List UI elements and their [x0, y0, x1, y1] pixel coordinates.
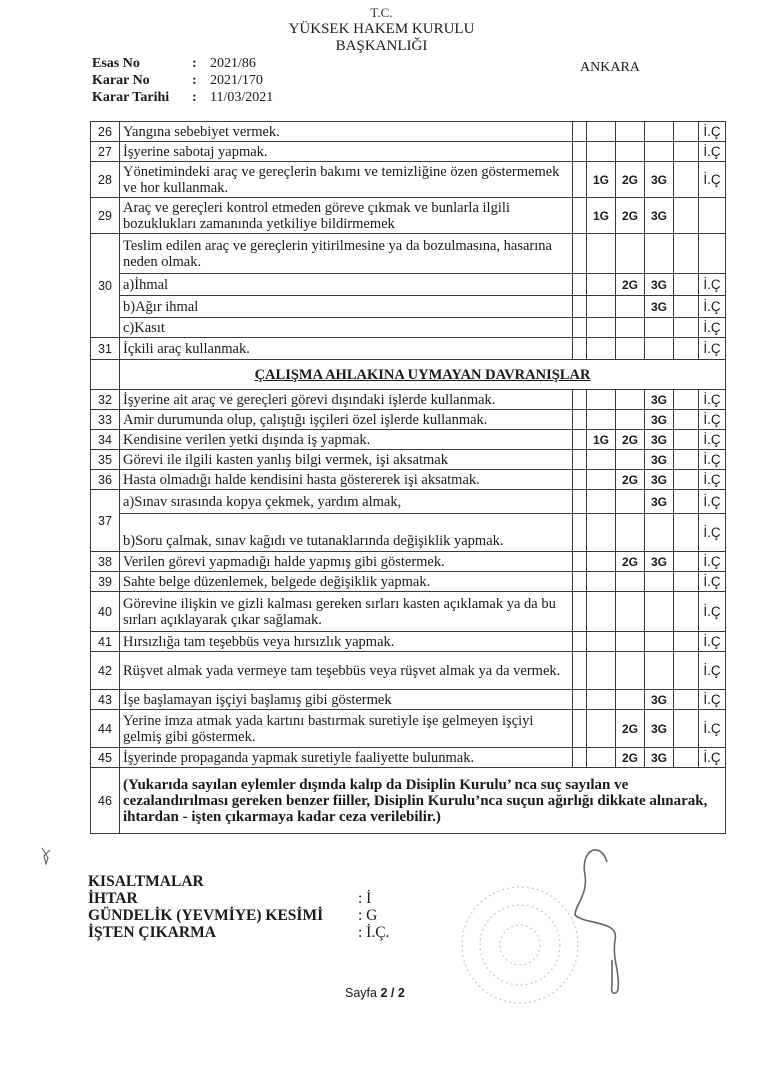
row-number: 40	[91, 592, 120, 632]
cell-ic	[699, 234, 726, 274]
cell-empty	[573, 234, 587, 274]
row-number: 43	[91, 690, 120, 710]
cell-2g: 2G	[616, 274, 645, 296]
cell-empty	[573, 410, 587, 430]
cell-empty	[573, 552, 587, 572]
row-text: Görevi ile ilgili kasten yanlış bilgi vermek, işi aksatmak	[120, 450, 573, 470]
table-row	[91, 338, 726, 360]
cell-2g	[616, 514, 645, 552]
cell-empty	[674, 296, 699, 318]
row-number: 34	[91, 430, 120, 450]
table-row	[91, 632, 726, 652]
table-row	[91, 390, 726, 410]
cell-1g	[587, 390, 616, 410]
cell-1g: 1G	[587, 162, 616, 198]
page-number	[345, 986, 405, 1000]
cell-2g	[616, 632, 645, 652]
margin-mark-icon	[42, 848, 50, 864]
stamp-icon	[462, 887, 578, 1003]
meta-colon: :	[192, 73, 197, 88]
cell-1g	[587, 490, 616, 514]
cell-3g: 3G	[645, 470, 674, 490]
cell-3g	[645, 592, 674, 632]
table-row	[91, 710, 726, 748]
cell-3g: 3G	[645, 198, 674, 234]
cell-empty	[674, 122, 699, 142]
cell-ic: İ.Ç	[699, 274, 726, 296]
cell-ic: İ.Ç	[699, 552, 726, 572]
cell-1g	[587, 652, 616, 690]
table-row	[91, 592, 726, 632]
cell-ic: İ.Ç	[699, 450, 726, 470]
row-number: 36	[91, 470, 120, 490]
cell-empty	[674, 632, 699, 652]
cell-empty	[674, 338, 699, 360]
cell-ic: İ.Ç	[699, 390, 726, 410]
cell-3g	[645, 652, 674, 690]
cell-empty	[674, 318, 699, 338]
cell-2g	[616, 490, 645, 514]
cell-3g: 3G	[645, 162, 674, 198]
page-total: 2	[397, 986, 405, 1000]
row-number: 30	[91, 234, 120, 338]
table-row	[91, 490, 726, 514]
meta-value: 2021/170	[210, 73, 263, 88]
row-text: a)İhmal	[120, 274, 573, 296]
cell-1g	[587, 748, 616, 768]
row-text: Sahte belge düzenlemek, belgede değişiklik yapmak.	[120, 572, 573, 592]
cell-3g: 3G	[645, 748, 674, 768]
row-number	[91, 360, 120, 390]
cell-ic: İ.Ç	[699, 592, 726, 632]
page-separator: /	[390, 986, 395, 1000]
cell-1g: 1G	[587, 430, 616, 450]
row-text: b)Soru çalmak, sınav kağıdı ve tutanaklarında değişiklik yapmak.	[120, 514, 573, 552]
section-row	[91, 360, 726, 390]
cell-empty	[674, 274, 699, 296]
row-text: Yönetimindeki araç ve gereçlerin bakımı ve temizliğine özen göstermemek ve hor kullanmak.	[120, 162, 573, 198]
meta-label: Esas No	[92, 56, 140, 71]
cell-1g	[587, 690, 616, 710]
table-row	[91, 234, 726, 274]
meta-value: 11/03/2021	[210, 90, 274, 105]
row-number: 38	[91, 552, 120, 572]
cell-2g	[616, 234, 645, 274]
cell-3g	[645, 234, 674, 274]
cell-ic: İ.Ç	[699, 710, 726, 748]
row-number: 26	[91, 122, 120, 142]
cell-empty	[674, 748, 699, 768]
cell-1g	[587, 552, 616, 572]
cell-2g	[616, 450, 645, 470]
cell-2g: 2G	[616, 430, 645, 450]
cell-1g	[587, 142, 616, 162]
abbreviations	[88, 873, 389, 941]
table-row	[91, 572, 726, 592]
row-text: İşyerine sabotaj yapmak.	[120, 142, 573, 162]
abbr-value: : İ	[358, 890, 372, 907]
meta-esas-no	[92, 55, 273, 72]
cell-2g	[616, 390, 645, 410]
cell-empty	[573, 632, 587, 652]
meta-colon: :	[192, 90, 197, 105]
cell-ic: İ.Ç	[699, 338, 726, 360]
cell-empty	[674, 592, 699, 632]
cell-empty	[573, 296, 587, 318]
cell-1g	[587, 296, 616, 318]
row-number: 32	[91, 390, 120, 410]
table-row	[91, 552, 726, 572]
cell-2g	[616, 690, 645, 710]
cell-1g	[587, 710, 616, 748]
cell-2g: 2G	[616, 748, 645, 768]
cell-ic: İ.Ç	[699, 572, 726, 592]
cell-2g: 2G	[616, 710, 645, 748]
row-number: 39	[91, 572, 120, 592]
row-text: a)Sınav sırasında kopya çekmek, yardım almak,	[120, 490, 573, 514]
cell-1g	[587, 410, 616, 430]
row-number: 41	[91, 632, 120, 652]
cell-empty	[573, 652, 587, 690]
cell-empty	[573, 390, 587, 410]
cell-ic	[699, 198, 726, 234]
cell-empty	[573, 490, 587, 514]
cell-empty	[573, 450, 587, 470]
cell-empty	[573, 274, 587, 296]
cell-empty	[573, 198, 587, 234]
cell-1g: 1G	[587, 198, 616, 234]
cell-empty	[674, 552, 699, 572]
abbr-label: İŞTEN ÇIKARMA	[88, 924, 216, 941]
row-number: 33	[91, 410, 120, 430]
cell-empty	[674, 490, 699, 514]
row-number: 29	[91, 198, 120, 234]
row-text: c)Kasıt	[120, 318, 573, 338]
cell-1g	[587, 632, 616, 652]
meta-label: Karar No	[92, 73, 150, 88]
cell-empty	[674, 690, 699, 710]
cell-empty	[674, 514, 699, 552]
cell-3g	[645, 142, 674, 162]
row-number: 27	[91, 142, 120, 162]
cell-3g: 3G	[645, 296, 674, 318]
cell-3g: 3G	[645, 710, 674, 748]
cell-empty	[573, 592, 587, 632]
cell-ic: İ.Ç	[699, 490, 726, 514]
row-number: 35	[91, 450, 120, 470]
header-org-line2: BAŞKANLIĞI	[335, 38, 428, 54]
cell-empty	[674, 430, 699, 450]
cell-ic: İ.Ç	[699, 318, 726, 338]
header-org-line1: YÜKSEK HAKEM KURULU	[288, 21, 475, 37]
table-row	[91, 748, 726, 768]
cell-empty	[573, 572, 587, 592]
table-row	[91, 142, 726, 162]
abbreviations-title: KISALTMALAR	[88, 873, 204, 890]
cell-ic: İ.Ç	[699, 652, 726, 690]
cell-empty	[674, 652, 699, 690]
cell-ic: İ.Ç	[699, 162, 726, 198]
row-text: İşe başlamayan işçiyi başlamış gibi göstermek	[120, 690, 573, 710]
table-subrow	[91, 318, 726, 338]
cell-3g: 3G	[645, 450, 674, 470]
cell-1g	[587, 122, 616, 142]
meta-karar-tarihi	[92, 89, 273, 106]
cell-1g	[587, 274, 616, 296]
cell-ic: İ.Ç	[699, 470, 726, 490]
table-row	[91, 162, 726, 198]
row-text: Görevine ilişkin ve gizli kalması gereken sırları kasten açıklamak ya da bu sırları açıklayarak çıkar sağlamak.	[120, 592, 573, 632]
meta-karar-no	[92, 72, 273, 89]
cell-empty	[674, 710, 699, 748]
cell-empty	[674, 450, 699, 470]
row-text: Hırsızlığa tam teşebbüs veya hırsızlık yapmak.	[120, 632, 573, 652]
table-subrow	[91, 514, 726, 552]
cell-empty	[674, 198, 699, 234]
cell-ic: İ.Ç	[699, 690, 726, 710]
table-subrow	[91, 296, 726, 318]
row-number: 28	[91, 162, 120, 198]
row-text: (Yukarıda sayılan eylemler dışında kalıp da Disiplin Kurulu’ nca suç sayılan ve cezalandırılması gereken benzer fiiller, Disiplin Kurulu’nca suçun ağırlığı dikkate alınarak, ihtardan - işten çıkarmaya kadar ceza verilebilir.)	[120, 768, 726, 834]
cell-empty	[674, 470, 699, 490]
row-text: Teslim edilen araç ve gereçlerin yitirilmesine ya da bozulmasına, hasarına neden olmak.	[120, 234, 573, 274]
cell-2g: 2G	[616, 198, 645, 234]
cell-empty	[674, 410, 699, 430]
cell-empty	[674, 390, 699, 410]
cell-3g	[645, 318, 674, 338]
abbr-value: : İ.Ç.	[358, 924, 390, 941]
table-subrow	[91, 274, 726, 296]
cell-empty	[674, 572, 699, 592]
page-prefix: Sayfa	[345, 986, 377, 1000]
cell-3g	[645, 122, 674, 142]
cell-2g	[616, 142, 645, 162]
row-number: 42	[91, 652, 120, 690]
cell-3g: 3G	[645, 274, 674, 296]
table-row	[91, 768, 726, 834]
cell-empty	[573, 122, 587, 142]
header-tc: T.C.	[370, 5, 393, 20]
cell-empty	[573, 318, 587, 338]
abbr-item	[88, 907, 389, 924]
abbr-label: İHTAR	[88, 890, 138, 907]
cell-ic: İ.Ç	[699, 296, 726, 318]
row-number: 45	[91, 748, 120, 768]
cell-empty	[674, 234, 699, 274]
cell-empty	[674, 162, 699, 198]
cell-ic: İ.Ç	[699, 632, 726, 652]
cell-1g	[587, 234, 616, 274]
cell-3g: 3G	[645, 552, 674, 572]
cell-2g: 2G	[616, 470, 645, 490]
abbr-value: : G	[358, 907, 378, 924]
cell-1g	[587, 514, 616, 552]
row-text: Amir durumunda olup, çalıştığı işçileri özel işlerde kullanmak.	[120, 410, 573, 430]
cell-3g	[645, 514, 674, 552]
table-row	[91, 122, 726, 142]
row-number: 46	[91, 768, 120, 834]
row-text: İşyerine ait araç ve gereçleri görevi dışındaki işlerde kullanmak.	[120, 390, 573, 410]
cell-3g: 3G	[645, 690, 674, 710]
row-text: Verilen görevi yapmadığı halde yapmış gibi göstermek.	[120, 552, 573, 572]
cell-empty	[573, 710, 587, 748]
cell-ic: İ.Ç	[699, 122, 726, 142]
cell-2g	[616, 592, 645, 632]
cell-2g	[616, 410, 645, 430]
row-number: 31	[91, 338, 120, 360]
cell-1g	[587, 338, 616, 360]
cell-1g	[587, 318, 616, 338]
cell-1g	[587, 450, 616, 470]
meta-value: 2021/86	[210, 56, 256, 71]
cell-ic: İ.Ç	[699, 410, 726, 430]
table-row	[91, 198, 726, 234]
cell-3g: 3G	[645, 410, 674, 430]
discipline-table	[90, 121, 726, 834]
cell-2g	[616, 122, 645, 142]
table-row	[91, 430, 726, 450]
row-text: Araç ve gereçleri kontrol etmeden göreve çıkmak ve bunlarla ilgili bozuklukları zamanında yetkiliye bildirmemek	[120, 198, 573, 234]
cell-2g	[616, 338, 645, 360]
row-number: 37	[91, 490, 120, 552]
cell-3g	[645, 338, 674, 360]
row-number: 44	[91, 710, 120, 748]
row-text: Yerine imza atmak yada kartını bastırmak suretiyle işe gelmeyen işçiyi gelmiş gibi göstermek.	[120, 710, 573, 748]
city: ANKARA	[580, 60, 640, 75]
row-text: b)Ağır ihmal	[120, 296, 573, 318]
cell-2g: 2G	[616, 552, 645, 572]
case-meta	[92, 55, 273, 106]
cell-1g	[587, 470, 616, 490]
cell-1g	[587, 572, 616, 592]
cell-ic: İ.Ç	[699, 142, 726, 162]
row-text: Hasta olmadığı halde kendisini hasta göstererek işi aksatmak.	[120, 470, 573, 490]
table-row	[91, 690, 726, 710]
cell-3g	[645, 572, 674, 592]
cell-empty	[573, 514, 587, 552]
cell-3g	[645, 632, 674, 652]
row-text: Kendisine verilen yetki dışında iş yapmak.	[120, 430, 573, 450]
meta-label: Karar Tarihi	[92, 90, 170, 105]
cell-empty	[573, 470, 587, 490]
row-text: Rüşvet almak yada vermeye tam teşebbüs veya rüşvet almak ya da vermek.	[120, 652, 573, 690]
table-row	[91, 410, 726, 430]
cell-empty	[573, 338, 587, 360]
cell-2g	[616, 318, 645, 338]
signature-icon	[575, 850, 618, 993]
row-text: İçkili araç kullanmak.	[120, 338, 573, 360]
cell-empty	[674, 142, 699, 162]
row-text: Yangına sebebiyet vermek.	[120, 122, 573, 142]
row-text: İşyerinde propaganda yapmak suretiyle faaliyette bulunmak.	[120, 748, 573, 768]
cell-ic: İ.Ç	[699, 748, 726, 768]
cell-3g: 3G	[645, 490, 674, 514]
page-current: 2	[380, 986, 388, 1000]
abbr-label: GÜNDELİK (YEVMİYE) KESİMİ	[88, 907, 324, 924]
cell-2g	[616, 296, 645, 318]
table-row	[91, 652, 726, 690]
cell-2g: 2G	[616, 162, 645, 198]
section-title: ÇALIŞMA AHLAKINA UYMAYAN DAVRANIŞLAR	[120, 360, 726, 390]
cell-empty	[573, 142, 587, 162]
abbr-item	[88, 890, 389, 907]
table-row	[91, 450, 726, 470]
cell-empty	[573, 430, 587, 450]
cell-empty	[573, 748, 587, 768]
table-row	[91, 470, 726, 490]
cell-3g: 3G	[645, 430, 674, 450]
meta-colon: :	[192, 56, 197, 71]
cell-ic: İ.Ç	[699, 430, 726, 450]
cell-empty	[573, 690, 587, 710]
cell-1g	[587, 592, 616, 632]
cell-ic: İ.Ç	[699, 514, 726, 552]
cell-3g: 3G	[645, 390, 674, 410]
cell-2g	[616, 652, 645, 690]
cell-empty	[573, 162, 587, 198]
abbr-item	[88, 924, 389, 941]
cell-2g	[616, 572, 645, 592]
